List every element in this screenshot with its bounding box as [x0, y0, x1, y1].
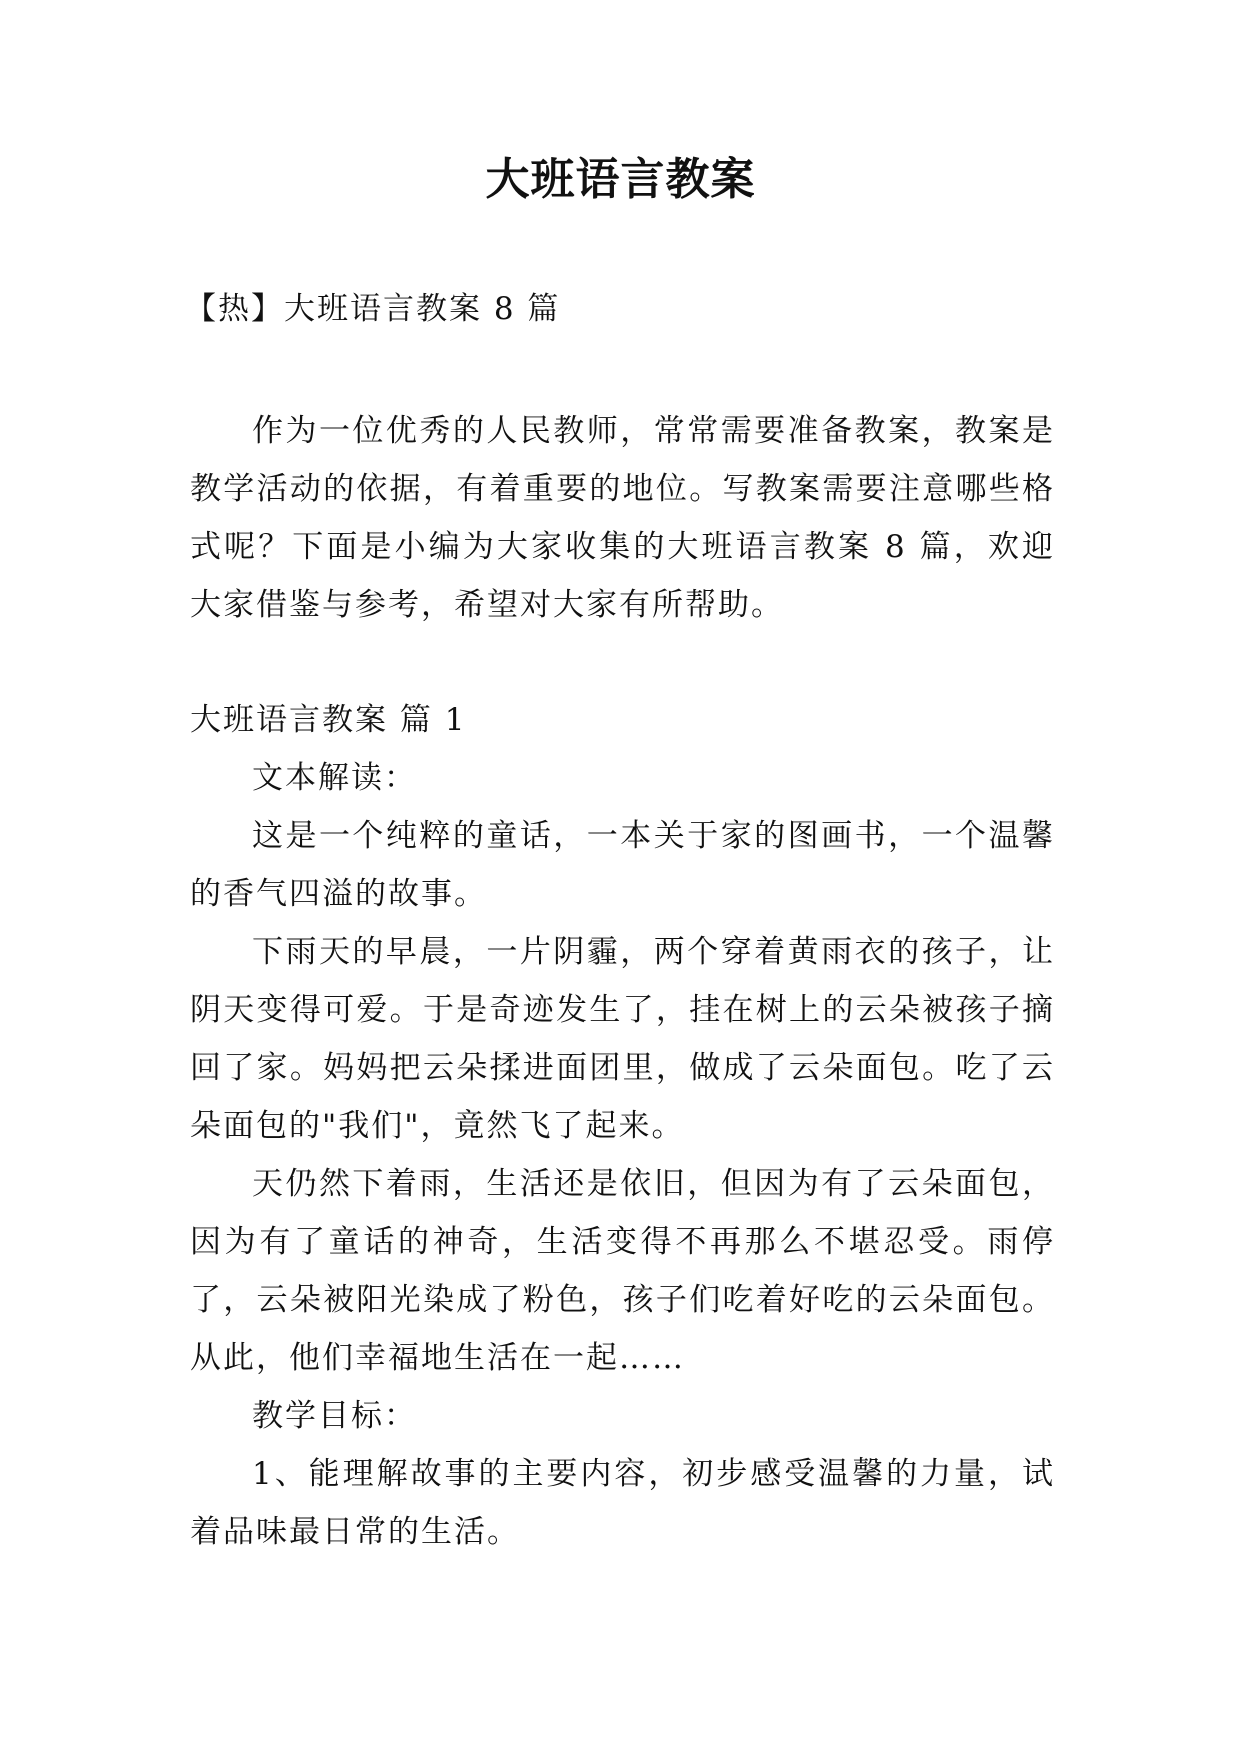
section-paragraph: 文本解读：	[252, 760, 417, 796]
intro-block	[190, 402, 1055, 634]
section-paragraph: 1、能理解故事的主要内容，初步感受温馨的力量，试着品味最日常的生活。	[190, 1456, 1055, 1550]
section-paragraph: 这是一个纯粹的童话，一本关于家的图画书，一个温馨的香气四溢的故事。	[190, 818, 1055, 912]
section-paragraph: 教学目标：	[252, 1398, 417, 1434]
section-paragraph: 天仍然下着雨，生活还是依旧，但因为有了云朵面包，因为有了童话的神奇，生活变得不再那么不堪忍受。雨停了，云朵被阳光染成了粉色，孩子们吃着好吃的云朵面包。从此，他们幸福地生活在一起……	[190, 1166, 1055, 1376]
section-1	[190, 691, 1055, 1561]
intro-paragraph: 作为一位优秀的人民教师，常常需要准备教案，教案是教学活动的依据，有着重要的地位。写教案需要注意哪些格式呢？下面是小编为大家收集的大班语言教案 8 篇，欢迎大家借鉴与参考，希望对大家有所帮助。	[190, 413, 1055, 623]
document-subtitle: 【热】大班语言教案 8 篇	[185, 291, 561, 327]
section-paragraph: 下雨天的早晨，一片阴霾，两个穿着黄雨衣的孩子，让阴天变得可爱。于是奇迹发生了，挂在树上的云朵被孩子摘回了家。妈妈把云朵揉进面团里，做成了云朵面包。吃了云朵面包的"我们"，竟然飞了起来。	[190, 934, 1055, 1144]
document-title: 大班语言教案	[485, 154, 756, 205]
section-heading: 大班语言教案 篇 1	[190, 702, 467, 738]
